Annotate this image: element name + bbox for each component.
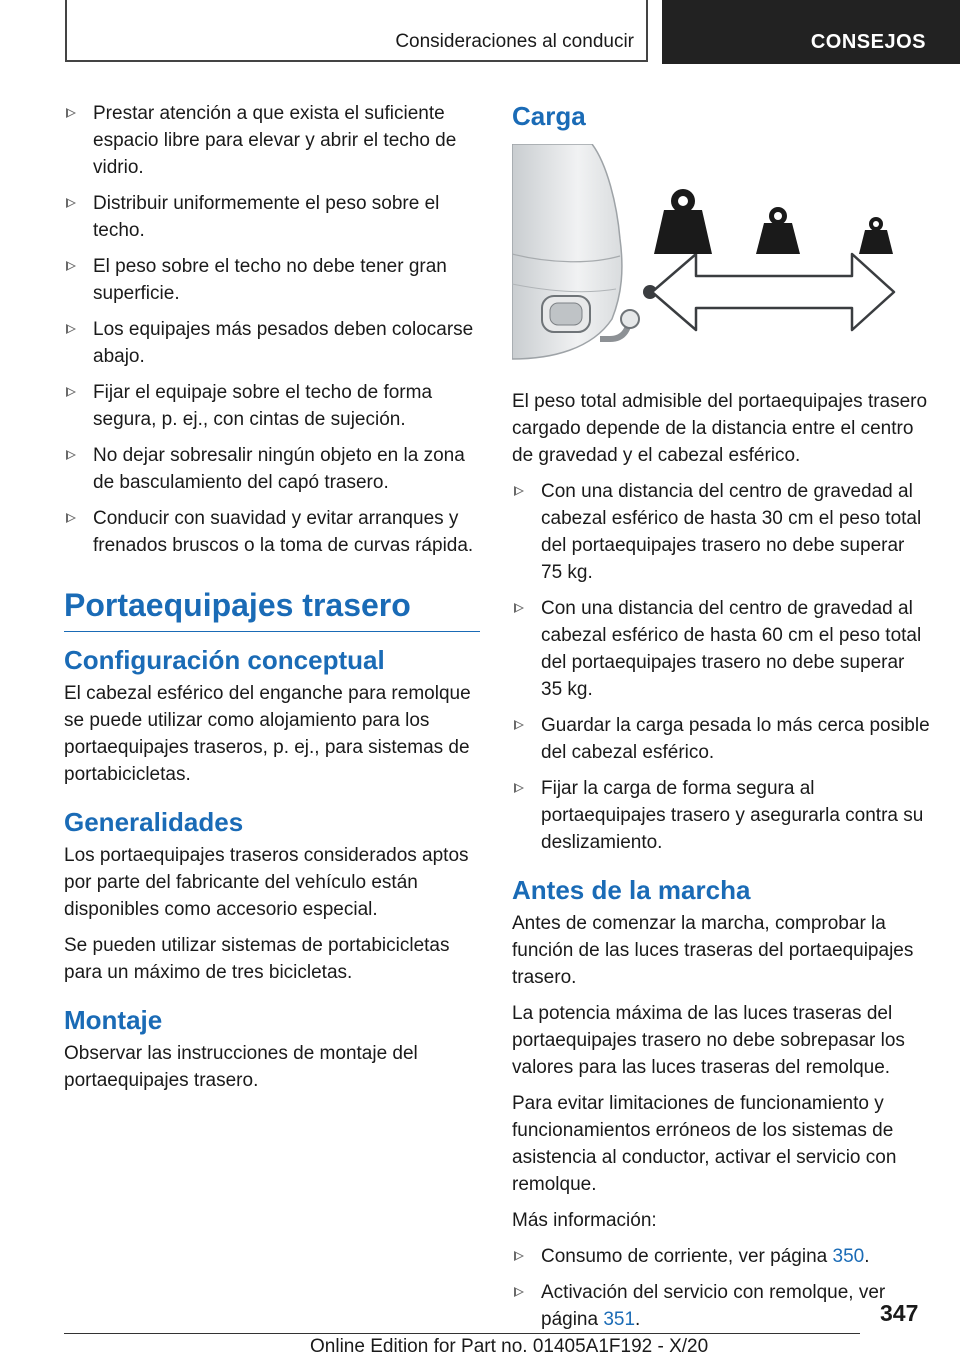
antes-text-1: Antes de comenzar la marcha, comprobar la función de las luces traseras del portaequipajes trasero.: [512, 913, 914, 988]
load-distance-illustration: [512, 144, 927, 364]
triangle-bullet-icon: [66, 261, 76, 271]
triangle-bullet-icon: [514, 1251, 524, 1261]
hitch-weights-illustration: [512, 144, 927, 364]
section-title-montaje: Montaje: [64, 1005, 163, 1035]
header-section-box: [662, 0, 960, 64]
weight-small: [859, 217, 893, 254]
list-item: Conducir con suavidad y evitar arranques y frenados bruscos o la toma de curvas rápida.: [64, 505, 480, 559]
triangle-bullet-icon: [514, 1287, 524, 1297]
weight-medium: [756, 207, 800, 254]
list-item: El peso sobre el techo no debe tener gran superficie.: [64, 253, 480, 307]
roof-load-list: [64, 100, 480, 559]
triangle-bullet-icon: [514, 720, 524, 730]
page-link-351[interactable]: 351: [603, 1309, 636, 1330]
general-text-1: Los portaequipajes traseros considerados aptos por parte del fabricante del vehículo están disponibles como accesorio especial.: [64, 845, 469, 920]
carga-list: [512, 478, 930, 856]
list-item: Con una distancia del centro de gravedad al cabezal esférico de hasta 30 cm el peso total del portaequipajes trasero no debe superar 75 kg.: [512, 478, 930, 586]
carga-text: El peso total admisible del portaequipajes trasero cargado depende de la distancia entre el centro de gravedad y el cabezal esférico.: [512, 391, 928, 466]
section-title-general: Generalidades: [64, 807, 244, 837]
footer-divider: [64, 1333, 860, 1334]
triangle-bullet-icon: [66, 513, 76, 523]
page-number: 347: [880, 1300, 919, 1326]
conceptual-text: El cabezal esférico del enganche para remolque se puede utilizar como alojamiento para los portaequipajes traseros, p. ej., para sistemas de portabicicletas.: [64, 683, 471, 785]
list-item: Fijar la carga de forma segura al portaequipajes trasero y asegurarla contra su deslizamiento.: [512, 775, 930, 856]
triangle-bullet-icon: [514, 486, 524, 496]
triangle-bullet-icon: [66, 387, 76, 397]
chapter-title: Portaequipajes trasero: [64, 585, 480, 632]
more-info-list: [512, 1243, 930, 1333]
triangle-bullet-icon: [66, 108, 76, 118]
list-item: Los equipajes más pesados deben colocarse abajo.: [64, 316, 480, 370]
antes-text-3: Para evitar limitaciones de funcionamiento y funcionamientos erróneos de los sistemas de asistencia al conductor, activar el servicio con remolque.: [512, 1093, 897, 1195]
montaje-text: Observar las instrucciones de montaje del portaequipajes trasero.: [64, 1043, 418, 1091]
antes-text-2: La potencia máxima de las luces traseras del portaequipajes trasero no debe sobrepasar los valores para las luces traseras del remolque.: [512, 1003, 905, 1078]
double-arrow: [652, 254, 894, 330]
right-column: [512, 100, 930, 1342]
triangle-bullet-icon: [66, 450, 76, 460]
list-item: Guardar la carga pesada lo más cerca posible del cabezal esférico.: [512, 712, 930, 766]
list-item: No dejar sobresalir ningún objeto en la zona de basculamiento del capó trasero.: [64, 442, 480, 496]
header-section-label: CONSEJOS: [810, 31, 926, 53]
left-column: [64, 100, 480, 1103]
footer-edition: Online Edition for Part no. 01405A1F192 - X/20: [310, 1336, 709, 1357]
list-item: Activación del servicio con remolque, ver página 351.: [512, 1279, 930, 1333]
list-item: Con una distancia del centro de gravedad al cabezal esférico de hasta 60 cm el peso total del portaequipajes trasero no debe superar 35 kg.: [512, 595, 930, 703]
list-item: Prestar atención a que exista el suficiente espacio libre para elevar y abrir el techo de vidrio.: [64, 100, 480, 181]
triangle-bullet-icon: [66, 324, 76, 334]
list-item: Consumo de corriente, ver página 350.: [512, 1243, 930, 1270]
section-title-carga: Carga: [512, 101, 586, 131]
triangle-bullet-icon: [66, 198, 76, 208]
section-title-conceptual: Configuración conceptual: [64, 645, 385, 675]
weight-large: [654, 189, 712, 254]
list-item: Fijar el equipaje sobre el techo de forma segura, p. ej., con cintas de sujeción.: [64, 379, 480, 433]
more-info-label: Más información:: [512, 1210, 657, 1231]
page-link-350[interactable]: 350: [832, 1246, 865, 1267]
general-text-2: Se pueden utilizar sistemas de portabicicletas para un máximo de tres bicicletas.: [64, 935, 450, 983]
triangle-bullet-icon: [514, 603, 524, 613]
header-box: [65, 0, 648, 62]
list-item: Distribuir uniformemente el peso sobre el techo.: [64, 190, 480, 244]
section-title-antes: Antes de la marcha: [512, 875, 751, 905]
header-title: Consideraciones al conducir: [395, 31, 634, 52]
triangle-bullet-icon: [514, 783, 524, 793]
